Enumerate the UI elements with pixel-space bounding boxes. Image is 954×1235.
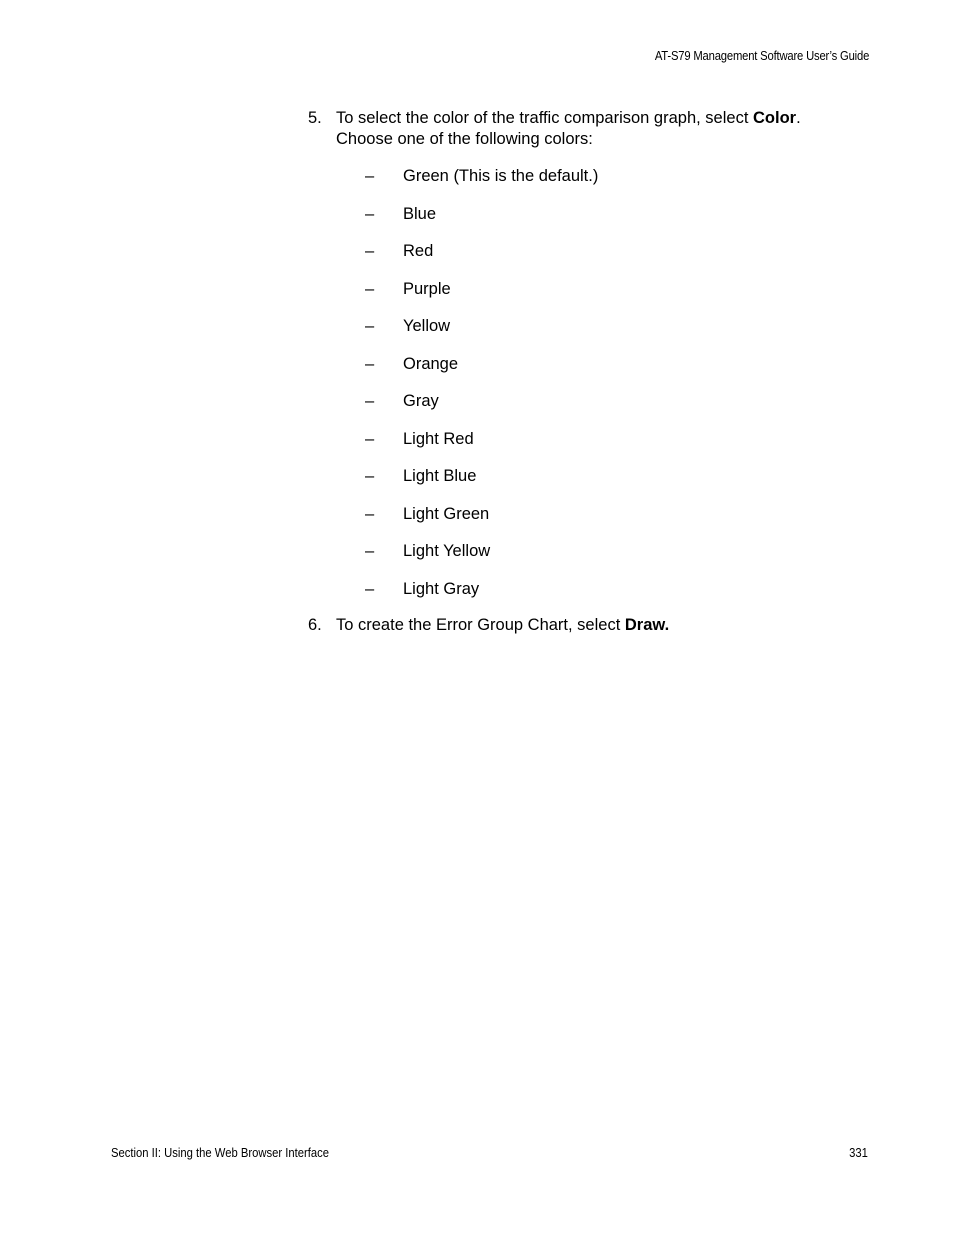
color-option: Blue [403,204,437,223]
dash-bullet: – [365,279,375,298]
color-option: Purple [403,279,451,298]
step-number: 6. [308,616,322,634]
step-bold-term: Draw. [624,616,670,634]
color-option: Red [403,242,434,260]
dash-bullet: – [365,542,375,560]
step-text [336,615,836,636]
footer-section-title: Section II: Using the Web Browser Interface [111,1146,330,1160]
color-option: Light Green [403,504,490,523]
dash-bullet: – [365,354,375,373]
color-option: Light Gray [403,579,480,598]
color-option: Orange [403,354,459,373]
dash-bullet: – [365,392,375,410]
step-text-before: To select the color of the traffic comparison graph, select [336,109,753,127]
color-option: Light Yellow [403,542,491,560]
color-option: Gray [403,392,439,410]
dash-bullet: – [365,167,375,185]
color-option: Green (This is the default.) [403,167,599,185]
dash-bullet: – [365,429,375,448]
dash-bullet: – [365,242,375,260]
dash-bullet: – [365,504,375,523]
color-option: Light Blue [403,467,477,485]
dash-bullet: – [365,579,375,598]
step-text-before: To create the Error Group Chart, select [336,616,625,634]
running-header: AT-S79 Management Software User’s Guide [654,49,869,63]
dash-bullet: – [365,317,375,335]
color-option: Light Red [403,429,474,448]
dash-bullet: – [365,204,375,223]
step-text [336,108,836,150]
step-bold-term: Color [753,109,797,127]
step-number: 5. [308,109,322,127]
page-number: 331 [849,1146,868,1160]
dash-bullet: – [365,467,375,485]
step-text-after: . Choose one of the following colors: [336,109,801,148]
color-option: Yellow [403,317,451,335]
